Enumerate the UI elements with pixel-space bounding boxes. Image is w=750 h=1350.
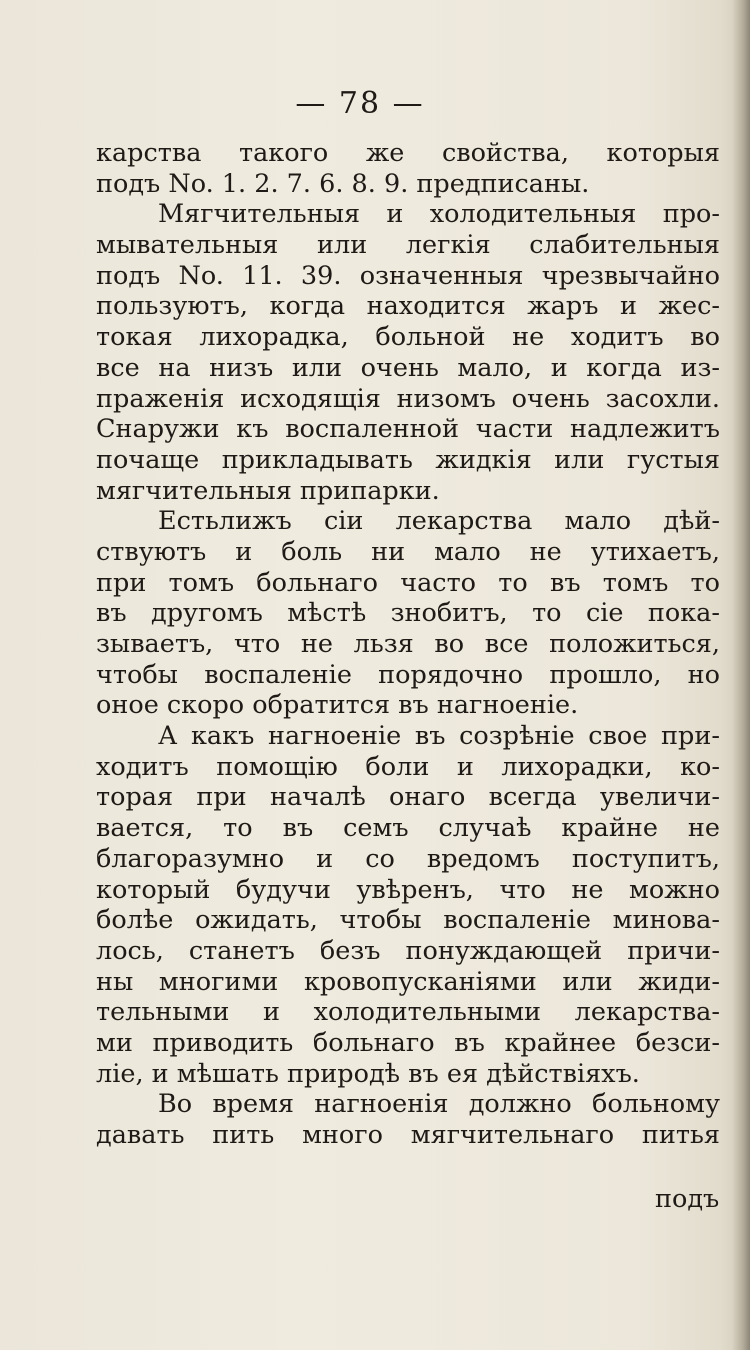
text-line: въ другомъ мѣстѣ знобитъ, то сіе пока- [96, 598, 720, 629]
text-line: благоразумно и со вредомъ поступитъ, [96, 843, 720, 874]
text-line: чтобы воспаленіе порядочно прошло, но [96, 659, 720, 690]
text-line: ліе, и мѣшать природѣ въ ея дѣйствіяхъ. [96, 1058, 640, 1089]
page-number: — 78 — [295, 86, 425, 121]
text-line: подъ No. 1. 2. 7. 6. 8. 9. предписаны. [96, 168, 590, 199]
text-line: зываетъ, что не льзя во все положиться, [96, 629, 720, 659]
text-line: торая при началѣ онаго всегда увеличи- [96, 782, 720, 813]
text-line: давать пить много мягчительнаго питья [96, 1120, 720, 1150]
text-line: подъ No. 11. 39. означенныя чрезвычайно [96, 260, 720, 291]
text-line: мывательныя или легкія слабительныя [96, 230, 720, 261]
text-line: который будучи увѣренъ, что не можно [96, 874, 720, 905]
text-line: Снаружи къ воспаленной части надлежитъ [96, 414, 720, 445]
text-line: токая лихорадка, больной не ходитъ во [96, 322, 720, 353]
page-edge-shadow [732, 0, 750, 1350]
text-line: А какъ нагноеніе въ созрѣніе свое при- [158, 721, 720, 752]
text-line: ми приводить больнаго въ крайнее безси- [96, 1027, 720, 1058]
text-line: лось, станетъ безъ понуждающей причи- [96, 935, 720, 966]
text-line: ствуютъ и боль ни мало не утихаетъ, [96, 536, 720, 567]
text-line: ходитъ помощію боли и лихорадки, ко- [96, 751, 720, 782]
text-line: болѣе ожидать, чтобы воспаленіе минова- [96, 905, 720, 936]
text-line: карства такого же свойства, которыя [96, 138, 720, 168]
text-line: Во время нагноенія должно больному [158, 1089, 720, 1120]
text-line: Естьлижъ сіи лекарства мало дѣй- [158, 506, 720, 537]
text-line: вается, то въ семъ случаѣ крайне не [96, 813, 720, 844]
text-line: тельными и холодительными лекарства- [96, 997, 720, 1028]
catchword: подъ [655, 1184, 720, 1214]
text-line: праженія исходящія низомъ очень засохли. [96, 383, 720, 414]
text-line: все на низъ или очень мало, и когда из- [96, 352, 720, 383]
text-line: пользуютъ, когда находится жаръ и жес- [96, 291, 720, 322]
text-line: при томъ больнаго часто то въ томъ то [96, 567, 720, 598]
text-line: ны многими кровопусканіями или жиди- [96, 966, 720, 997]
text-line: Мягчительныя и холодительныя про- [158, 199, 720, 230]
text-line: оное скоро обратится въ нагноеніе. [96, 690, 579, 721]
body-text [96, 138, 720, 1151]
text-line: почаще прикладывать жидкія или густыя [96, 444, 720, 475]
text-line: мягчительныя припарки. [96, 475, 440, 506]
